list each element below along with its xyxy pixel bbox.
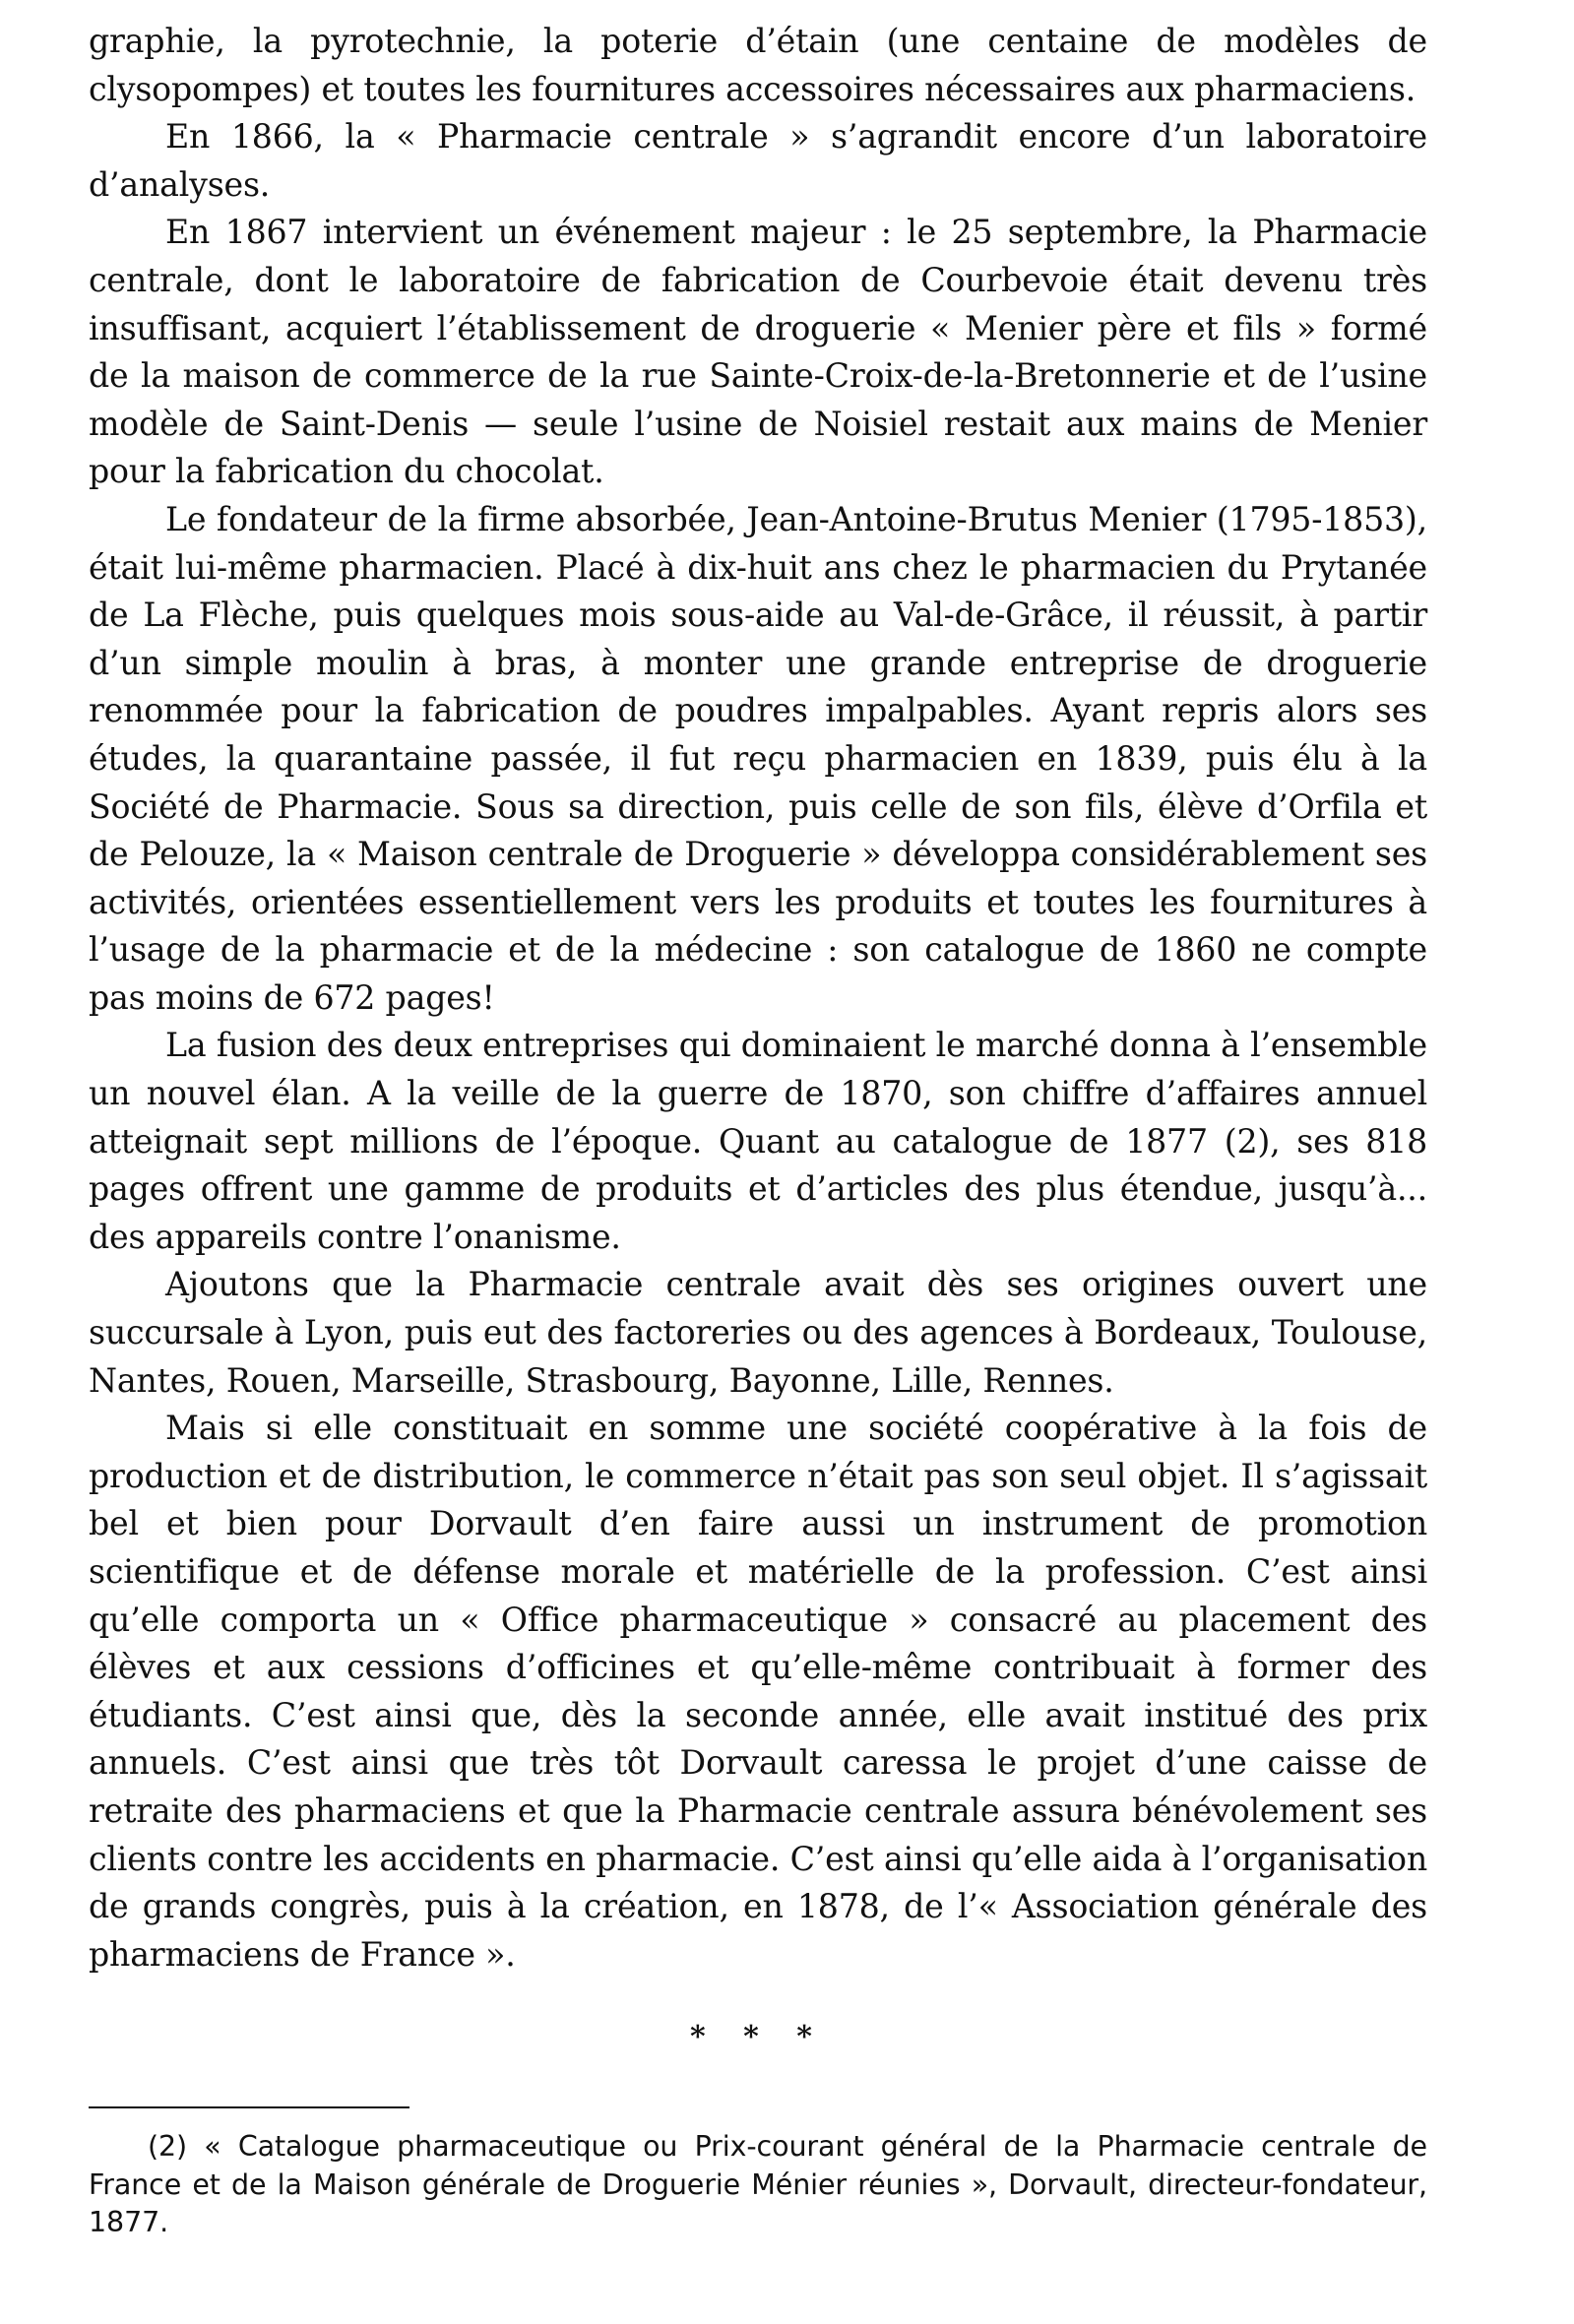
footnote-divider	[89, 2106, 409, 2108]
section-separator: * * *	[690, 2020, 826, 2055]
paragraph-mission: Mais si elle constituait en somme une société coopérative à la fois de production et de distribution, le commerce n’était pas son seul objet. Il s’agissait bel et bien pour Dorvault d’en faire aussi un instrument de promotion scientifique et de défense morale et matérielle de la profession. C’est ainsi qu’elle comporta un « Office pharmaceutique » consacré au placement des élèves et aux cessions d’officines et qu’elle-même contribuait à former des étudiants. C’est ainsi que, dès la seconde année, elle avait institué des prix annuels. C’est ainsi que très tôt Dorvault caressa le projet d’une caisse de retraite des pharmaciens et que la Pharmacie centrale assura bénévolement ses clients contre les accidents en pharmacie. C’est ainsi qu’elle aida à l’organisation de grands congrès, puis à la création, en 1878, de l’« Association générale des pharmaciens de France ».	[89, 1409, 1427, 1974]
paragraph-fusion: La fusion des deux entreprises qui dominaient le marché donna à l’ensemble un nouvel élan. A la veille de la guerre de 1870, son chiffre d’affaires annuel atteignait sept millions de l’époque. Quant au catalogue de 1877 (2), ses 818 pages offrent une gamme de produits et d’articles des plus étendue, jusqu’à... des appareils contre l’onanisme.	[89, 1026, 1427, 1256]
paragraph-1866: En 1866, la « Pharmacie centrale » s’agrandit encore d’un laboratoire d’analyses.	[89, 117, 1427, 204]
paragraph-branches: Ajoutons que la Pharmacie centrale avait dès ses origines ouvert une succursale à Lyon, puis eut des factoreries ou des agences à Bordeaux, Toulouse, Nantes, Rouen, Marseille, Strasbourg, Bayonne, Lille, Rennes.	[89, 1265, 1427, 1400]
footnote-2: (2) « Catalogue pharmaceutique ou Prix-courant général de la Pharmacie centrale de France et de la Maison générale de Droguerie Ménier réunies », Dorvault, directeur-fondateur, 1877.	[89, 2130, 1427, 2239]
paragraph-1867: En 1867 intervient un événement majeur : le 25 septembre, la Pharmacie centrale, dont le laboratoire de fabrication de Courbevoie était devenu très insuffisant, acquiert l’établissement de droguerie « Menier père et fils » formé de la maison de commerce de la rue Sainte-Croix-de-la-Bretonnerie et de l’usine modèle de Saint-Denis — seule l’usine de Noisiel restait aux mains de Menier pour la fabrication du chocolat.	[89, 213, 1427, 491]
paragraph-menier-founder: Le fondateur de la firme absorbée, Jean-Antoine-Brutus Menier (1795-1853), était lui-même pharmacien. Placé à dix-huit ans chez le pharmacien du Prytanée de La Flèche, puis quelques mois sous-aide au Val-de-Grâce, il réussit, à partir d’un simple moulin à bras, à monter une grande entreprise de droguerie renommée pour la fabrication de poudres impalpables. Ayant repris alors ses études, la quarantaine passée, il fut reçu pharmacien en 1839, puis élu à la Société de Pharmacie. Sous sa direction, puis celle de son fils, élève d’Orfila et de Pelouze, la « Maison centrale de Droguerie » développa considérablement ses activités, orientées essentiellement vers les produits et toutes les fournitures à l’usage de la pharmacie et de la médecine : son catalogue de 1860 ne compte pas moins de 672 pages!	[89, 499, 1427, 1017]
page-body	[89, 18, 1427, 2242]
paragraph-continuation: graphie, la pyrotechnie, la poterie d’étain (une centaine de modèles de clysopompes) et toutes les fournitures accessoires nécessaires aux pharmaciens.	[89, 22, 1427, 108]
